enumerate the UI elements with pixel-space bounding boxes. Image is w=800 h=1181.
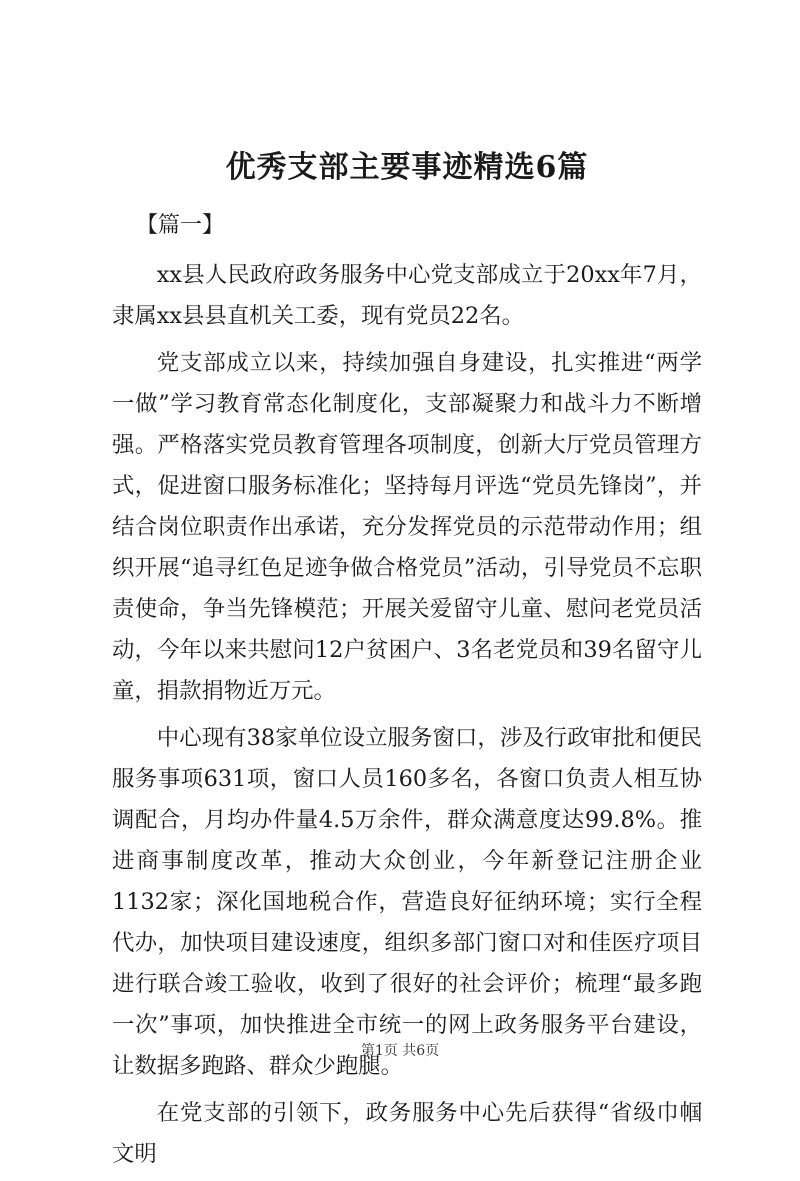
paragraph-3: 中心现有38家单位设立服务窗口，涉及行政审批和便民服务事项631项，窗口人员160多名，各窗口负责人相互协调配合，月均办件量4.5万余件，群众满意度达99.8%。推进商事制度改革，推动大众创业，今年新登记注册企业1132家；深化国地税合作，营造良好征纳环境；实行全程代办，加快项目建设速度，组织多部门窗口对和佳医疗项目进行联合竣工验收，收到了很好的社会评价；梳理“最多跑一次”事项，加快推进全市统一的网上政务服务平台建设，让数据多跑路、群众少跑腿。 [112, 725, 702, 1079]
page-footer: 第1页 共6页 [360, 1043, 440, 1059]
paragraph-2: 党支部成立以来，持续加强自身建设，扎实推进“两学一做”学习教育常态化制度化，支部凝聚力和战斗力不断增强。严格落实党员教育管理各项制度，创新大厅党员管理方式，促进窗口服务标准化；坚持每月评选“党员先锋岗”，并结合岗位职责作出承诺，充分发挥党员的示范带动作用；组织开展“追寻红色足迹争做合格党员”活动，引导党员不忘职责使命，争当先锋模范；开展关爱留守儿童、慰问老党员活动，今年以来共慰问12户贫困户、3名老党员和39名留守儿童，捐款捐物近万元。 [112, 350, 702, 704]
section-label: 【篇一】 [136, 213, 225, 238]
document-body [112, 130, 702, 1181]
paragraph-4: 在党支部的引领下，政务服务中心先后获得“省级巾帼文明 [112, 1100, 702, 1167]
document-title: 优秀支部主要事迹精选6篇 [225, 150, 589, 185]
paragraph-1: xx县人民政府政务服务中心党支部成立于20xx年7月，隶属xx县县直机关工委，现有党员22名。 [112, 262, 702, 329]
